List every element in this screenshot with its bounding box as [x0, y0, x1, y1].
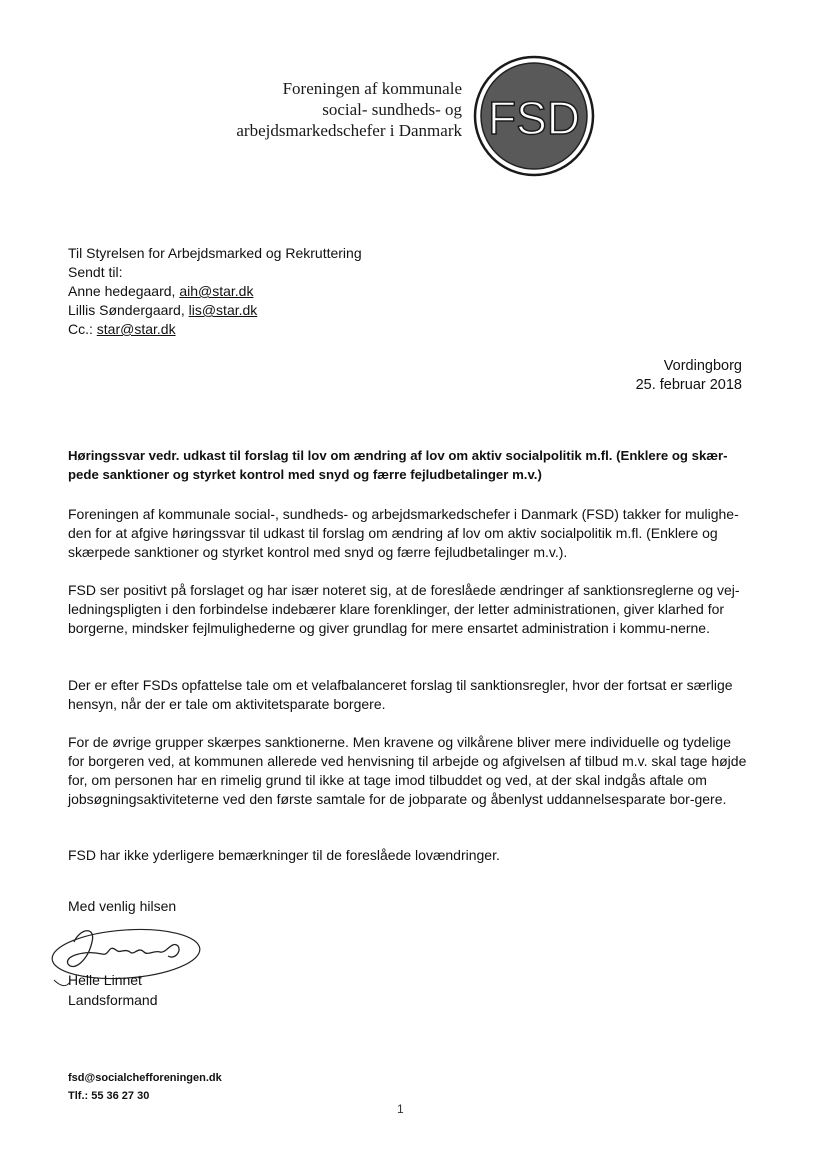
recipient-1-name: Anne hedegaard, [68, 283, 180, 299]
logo-text: FSD [488, 92, 580, 144]
fsd-logo [472, 54, 596, 178]
page-number: 1 [397, 1102, 404, 1116]
footer-contact [68, 1069, 222, 1105]
recipient-2 [68, 301, 362, 320]
org-name-line-3: arbejdsmarkedschefer i Danmark [236, 121, 462, 140]
paragraph-1: Foreningen af kommunale social-, sundheds- og arbejdsmarkedschefer i Danmark (FSD) takker for mulighe-den for at afgive høringssvar til udkast til forslag om ændring af lov om aktiv socialpolitik m.fl. (Enklere og skærpede sanktioner og styrket kontrol med snyd og færre fejludbetalinger m.v.). [68, 506, 739, 560]
recipient-1-email-link[interactable]: aih@star.dk [179, 283, 254, 299]
org-name-line-1: Foreningen af kommunale [282, 79, 462, 98]
cc-email-link[interactable]: star@star.dk [96, 321, 176, 337]
paragraph-2: FSD ser positivt på forslaget og har især noteret sig, at de foreslåede ændringer af sanktionsreglerne og vej-ledningspligten i den forbindelse indebærer klare forenklinger, der letter administrationen, giver klarhed for borgerne, mindsker fejlmulighederne og giver grundlag for mere ensartet administration i kommu-nerne. [68, 582, 740, 636]
recipient-block [68, 244, 362, 339]
footer-phone: Tlf.: 55 36 27 30 [68, 1090, 150, 1102]
cc-label: Cc.: [68, 321, 97, 337]
recipient-1 [68, 282, 362, 301]
paragraph-5: FSD har ikke yderligere bemærkninger til de foreslåede lovændringer. [68, 847, 500, 863]
footer-email: fsd@socialchefforeningen.dk [68, 1072, 222, 1084]
paragraph-4: For de øvrige grupper skærpes sanktionerne. Men kravene og vilkårene bliver mere individuelle og tydelige for borgeren ved, at kommunen allerede ved henvisning til arbejde og afgivelsen af tilbud m.v. skal tage højde for, om personen har en rimelig grund til ikke at tage imod tilbuddet og ved, at der skal indgås aftale om jobsøgningsaktiviteterne ved den første samtale for de jobparate og åbenlyst uddannelsesparate bor-gere. [68, 734, 747, 807]
signer-title: Landsformand [68, 992, 158, 1008]
signer-name: Helle Linnet [68, 972, 142, 988]
paragraph-3: Der er efter FSDs opfattelse tale om et velafbalanceret forslag til sanktionsregler, hvor der fortsat er særlige hensyn, når der er tale om aktivitetsparate borgere. [68, 677, 733, 712]
cc-line [68, 320, 362, 339]
sent-to-label: Sendt til: [68, 264, 123, 280]
closing-greeting: Med venlig hilsen [68, 898, 177, 914]
organization-name [236, 78, 462, 141]
org-name-line-2: social- sundheds- og [322, 100, 462, 119]
date: 25. februar 2018 [635, 377, 742, 393]
recipient-2-email-link[interactable]: lis@star.dk [188, 302, 258, 318]
signer-block [68, 970, 158, 1010]
recipient-line: Til Styrelsen for Arbejdsmarked og Rekruttering [68, 245, 362, 261]
place-and-date [636, 357, 742, 395]
place: Vordingborg [663, 358, 742, 374]
recipient-2-name: Lillis Søndergaard, [68, 302, 189, 318]
subject-heading: Høringssvar vedr. udkast til forslag til lov om ændring af lov om aktiv socialpolitik m.fl. (Enklere og skær-pede sanktioner og styrket kontrol med snyd og færre fejludbetalinger m.v.) [68, 448, 728, 482]
